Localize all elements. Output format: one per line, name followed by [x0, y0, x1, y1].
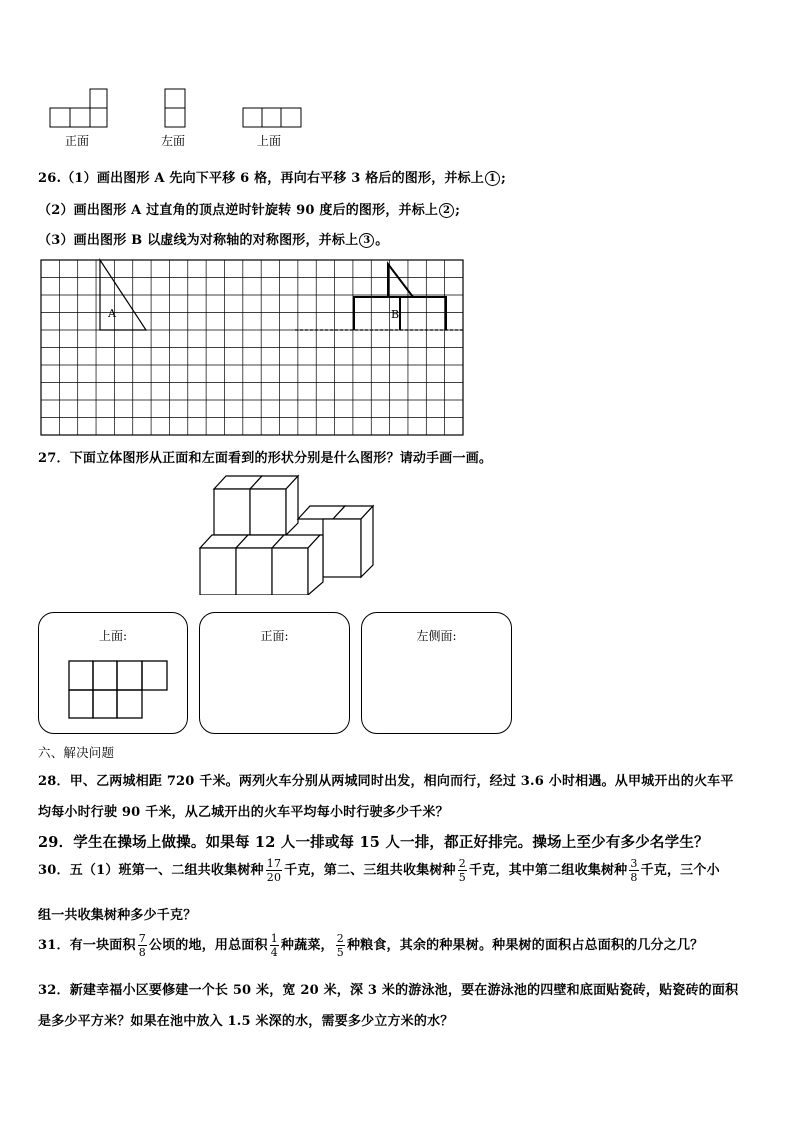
top-view-box — [38, 612, 188, 734]
front-view-box-title: 正面: — [260, 629, 289, 643]
question-28-line-2: 均每小时行驶 90 千米，从乙城开出的火车平均每小时行驶多少千米？ — [38, 805, 449, 820]
shape-b — [354, 264, 446, 330]
left-view-label: 左面 — [161, 134, 186, 148]
fraction-17-20: $\frac{17}{20}$ — [266, 857, 282, 884]
shape-b-label: B — [391, 308, 400, 321]
grid-lines — [41, 260, 463, 435]
question-26-line-2: （2）画出图形 A 过直角的顶点逆时针旋转 90 度后的图形，并标上 2 ; — [38, 203, 461, 218]
question-26-line-1: 26.（1）画出图形 A 先向下平移 6 格，再向右平移 3 格后的图形，并标上 1 ; — [38, 171, 506, 186]
left-view-box-title: 左侧面: — [416, 629, 457, 643]
top-view-drawing — [68, 660, 168, 720]
mark-2-icon: 2 — [439, 203, 454, 218]
mark-3-icon: 3 — [359, 233, 374, 248]
question-28-line-1: 28．甲、乙两城相距 720 千米。两列火车分别从两城同时出发，相向而行，经过 3.6 小时相遇。从甲城开出的火车平 — [38, 774, 734, 789]
question-31: 31．有一块面积 $\frac{7}{8}$ 公顷的地，用总面积 $\frac{1}{4}$ 种蔬菜， $\frac{2}{5}$ 种粮食，其余的种果树。种果树的面积占总面积的几分之几？ — [38, 932, 704, 959]
shape-a-label: A — [108, 307, 116, 320]
fraction-1-4: $\frac{1}{4}$ — [270, 932, 278, 959]
question-26-number: 26. — [38, 171, 62, 186]
question-27: 27．下面立体图形从正面和左面看到的形状分别是什么图形？请动手画一画。 — [38, 451, 493, 466]
question-32-line-1: 32．新建幸福小区要修建一个长 50 米，宽 20 米，深 3 米的游泳池，要在游泳池的四壁和底面贴瓷砖，贴瓷砖的面积 — [38, 983, 739, 998]
front-view-label: 正面 — [65, 134, 90, 148]
fraction-2-5: $\frac{2}{5}$ — [458, 857, 466, 884]
top-view-label: 上面 — [257, 134, 282, 148]
fraction-2-5-b: $\frac{2}{5}$ — [336, 932, 344, 959]
question-29: 29．学生在操场上做操。如果每 12 人一排或每 15 人一排，都正好排完。操场上至少有多少名学生？ — [38, 834, 709, 851]
question-26-line-3: （3）画出图形 B 以虚线为对称轴的对称图形，并标上 3 。 — [38, 233, 389, 248]
fraction-7-8: $\frac{7}{8}$ — [138, 932, 146, 959]
left-view-box — [361, 612, 512, 734]
mark-1-icon: 1 — [485, 171, 500, 186]
grid-figure — [0, 0, 794, 440]
fraction-3-8: $\frac{3}{8}$ — [630, 857, 638, 884]
section-6-heading: 六、解决问题 — [38, 745, 115, 760]
top-view-box-title: 上面: — [98, 629, 128, 643]
question-30-line-2: 组一共收集树种多少千克？ — [38, 908, 197, 923]
front-view-box — [199, 612, 350, 734]
question-32-line-2: 是多少平方米？如果在池中放入 1.5 米深的水，需要多少立方米的水？ — [38, 1014, 454, 1029]
question-30-line-1: 30．五（1）班第一、二组共收集树种 $\frac{17}{20}$ 千克，第二、三组共收集树种 $\frac{2}{5}$ 千克，其中第二组收集树种 $\frac{3}{8}$ 千克，三个小 — [38, 857, 720, 884]
cube-solid-figure — [190, 465, 380, 595]
